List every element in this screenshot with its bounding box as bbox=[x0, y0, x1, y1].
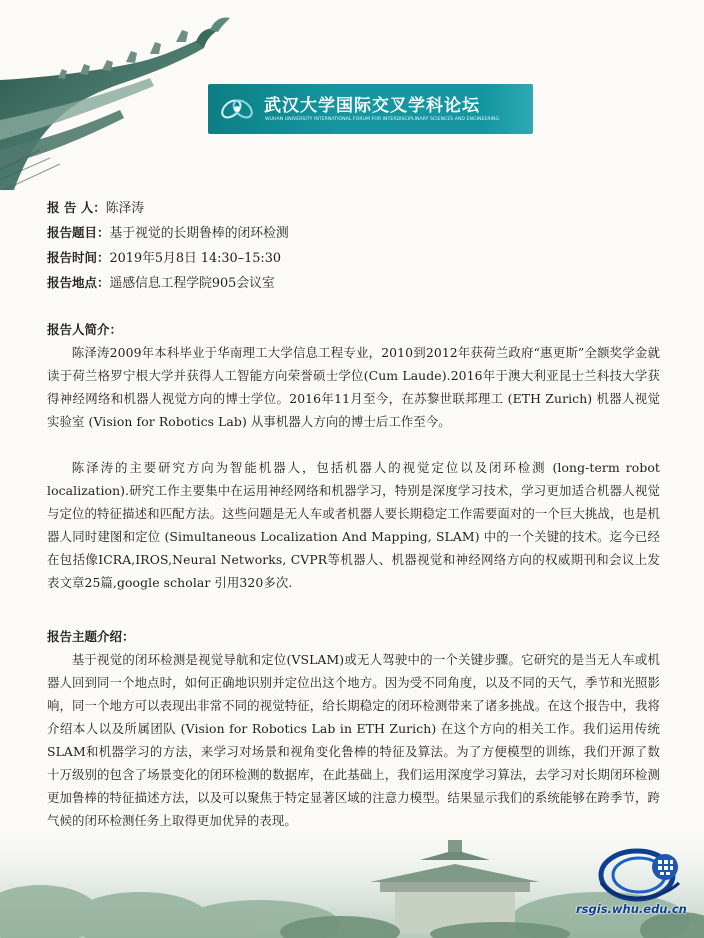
abstract-heading: 报告主题介绍： bbox=[47, 629, 135, 644]
forum-ribbon-logo bbox=[218, 90, 256, 128]
time-label: 报告时间： bbox=[47, 250, 110, 265]
topic-row bbox=[47, 221, 289, 246]
rsgis-globe-logo bbox=[597, 843, 687, 905]
bio-paragraph-2: 陈泽涛的主要研究方向为智能机器人，包括机器人的视觉定位以及闭环检测 (long-term robot localization).研究工作主要集中在运用神经网络和机器学习，特别是深度学习技术，学习更加适合机器人视觉与定位的特征描述和匹配方法。这些问题是无人车或者机器人要长期稳定工作需要面对的一个巨大挑战，也是机器人同时建图和定位 (Simultaneous Localization And Mapping, SLAM) 中的一个关键的技术。迄今已经在包括像ICRA,IROS,Neural Networks, CVPR等机器人、机器视觉和神经网络方向的权威期刊和会议上发表文章25篇,google scholar 引用320多次. bbox=[47, 460, 660, 590]
forum-banner bbox=[208, 84, 533, 134]
speaker-label: 报 告 人： bbox=[47, 200, 106, 215]
place-label: 报告地点： bbox=[47, 275, 110, 290]
place-value: 遥感信息工程学院905会议室 bbox=[109, 276, 275, 291]
speaker-value: 陈泽涛 bbox=[105, 201, 145, 216]
forum-title: 武汉大学国际交叉学科论坛 bbox=[264, 96, 480, 116]
time-value: 2019年5月8日 14:30–15:30 bbox=[109, 251, 281, 266]
roof-eaves-decoration bbox=[0, 0, 240, 200]
site-url: rsgis.whu.edu.cn bbox=[576, 902, 687, 916]
bio-paragraph-1: 陈泽涛2009年本科毕业于华南理工大学信息工程专业，2010到2012年获荷兰政府“惠更斯”全额奖学金就读于荷兰格罗宁根大学并获得人工智能方向荣誉硕士学位(Cum Laude).2016年于澳大利亚昆士兰科技大学获得神经网络和机器人视觉方向的博士学位。2016年11月至今，在苏黎世联邦理工 (ETH Zurich) 机器人视觉实验室 (Vision for Robotics Lab) 从事机器人方向的博士后工作至今。 bbox=[47, 345, 660, 429]
time-row bbox=[47, 246, 289, 271]
speaker-row bbox=[47, 196, 289, 221]
topic-value: 基于视觉的长期鲁棒的闭环检测 bbox=[109, 226, 289, 241]
forum-subtitle: WUHAN UNIVERSITY INTERNATIONAL FORUM FOR INTERDISCIPLINARY SCIENCES AND ENGINEERING bbox=[265, 117, 500, 122]
topic-label: 报告题目： bbox=[47, 225, 110, 240]
abstract-paragraph: 基于视觉的闭环检测是视觉导航和定位(VSLAM)或无人驾驶中的一个关键步骤。它研究的是当无人车或机器人回到同一个地点时，如何正确地识别并定位出这个地方。因为受不同角度，以及不同的天气，季节和光照影响，同一个地方可以表现出非常不同的视觉特征，给长期稳定的闭环检测带来了诸多挑战。在这个报告中，我将介绍本人以及所属团队 (Vision for Robotics Lab in ETH Zurich) 在这个方向的相关工作。我们运用传统SLAM和机器学习的方法，来学习对场景和视角变化鲁棒的特征及算法。为了方便模型的训练，我们开源了数十万级别的包含了场景变化的闭环检测的数据库，在此基础上，我们运用深度学习算法，去学习对长期闭环检测更加鲁棒的特征描述方法，以及可以聚焦于特定显著区域的注意力模型。结果显示我们的系统能够在跨季节，跨 bbox=[47, 652, 660, 805]
talk-info bbox=[47, 196, 289, 296]
place-row bbox=[47, 271, 289, 296]
bio-heading: 报告人简介： bbox=[47, 322, 123, 337]
